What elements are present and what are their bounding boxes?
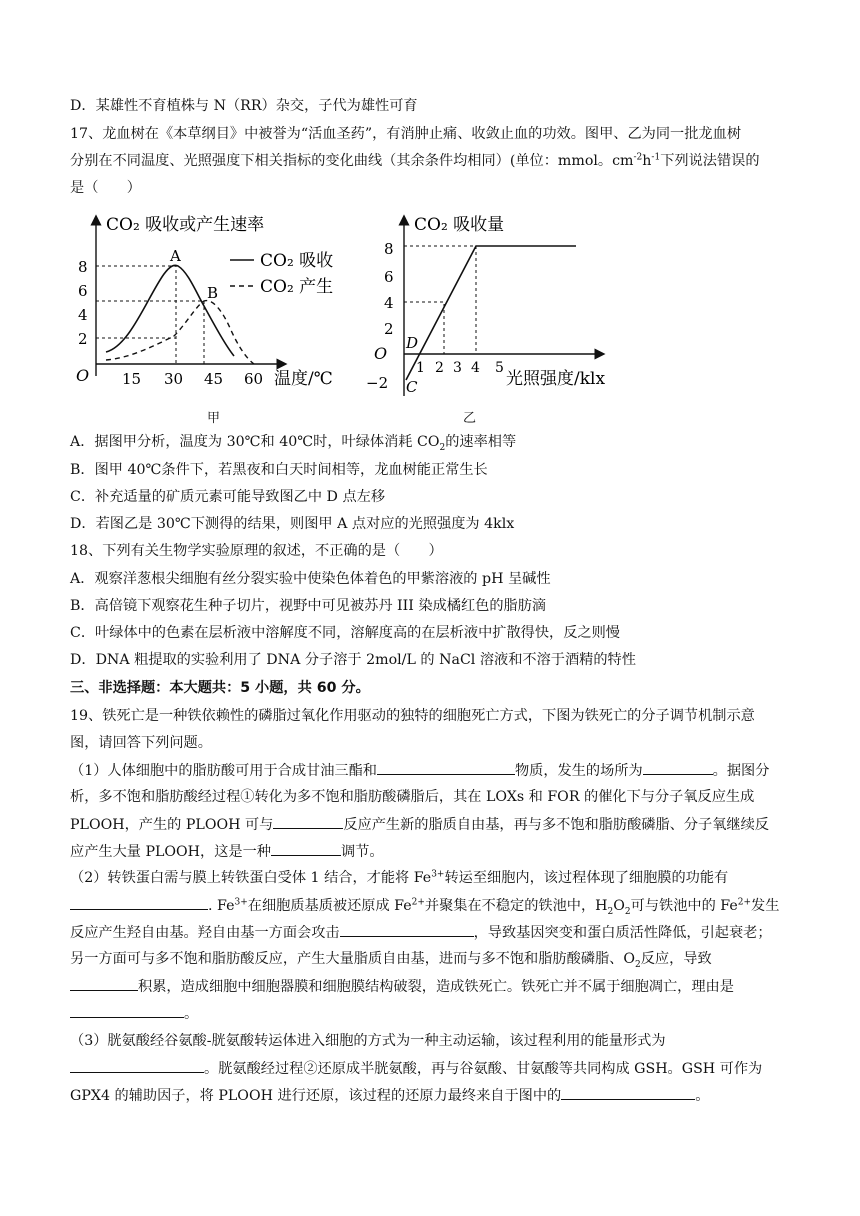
x-tick-label: 60 [244, 370, 264, 388]
q19-part2-line-3 [70, 922, 792, 943]
q16-option-d: D．某雄性不育植株与 N（RR）杂交，子代为雄性可育 [70, 98, 418, 114]
q19-part2-line-4 [70, 949, 792, 969]
q19-part3-line-2 [70, 1058, 792, 1079]
figure-b-light-graph [364, 206, 634, 396]
superscript: 3+ [431, 869, 445, 880]
y-tick-label: 8 [384, 240, 394, 258]
q18-option-b: B．高倍镜下观察花生种子切片，视野中可见被苏丹 III 染成橘红色的脂肪滴 [70, 598, 547, 614]
q17-stem-text: h [642, 153, 652, 169]
x-tick-label: 3 [453, 360, 462, 376]
question-text: 调节。 [341, 844, 384, 860]
question-text: 在细胞质基质被还原成 Fe [247, 898, 412, 914]
question-text: （2）转铁蛋白需与膜上转铁蛋白受体 1 结合，才能将 Fe [70, 870, 432, 886]
q18-stem: 18、下列有关生物学实验原理的叙述，不正确的是（ ） [70, 543, 443, 559]
subscript: 2 [624, 906, 631, 917]
guide-line-b [96, 301, 204, 364]
q17-option-c: C．补充适量的矿质元素可能导致图乙中 D 点左移 [70, 489, 386, 505]
co2-production-curve [106, 301, 254, 364]
q17-stem-text: 分别在不同温度、光照强度下相关指标的变化曲线（其余条件均相同）(单位：mmol。cm [70, 153, 634, 169]
legend-absorb-label: CO₂ 吸收 [260, 251, 334, 271]
x-tick-label: 45 [204, 370, 224, 388]
answer-blank[interactable] [561, 1085, 695, 1100]
figure-b-caption: 乙 [463, 411, 477, 426]
superscript: 2+ [411, 897, 425, 908]
question-text: ，导致基因突变和蛋白质活性降低，引起衰老； [473, 925, 772, 941]
answer-blank[interactable] [271, 841, 341, 856]
q18-option-a: A．观察洋葱根尖细胞有丝分裂实验中使染色体着色的甲紫溶液的 pH 呈碱性 [70, 571, 551, 587]
option-text: A．据图甲分析，温度为 30℃和 40℃时，叶绿体消耗 CO [70, 434, 440, 450]
q19-part2-line-5 [70, 976, 792, 997]
co2-absorption-curve [106, 265, 234, 356]
question-text: . Fe [208, 898, 235, 914]
unit-exponent: -2 [633, 152, 643, 163]
question-text: 积累，造成细胞中细胞器膜和细胞膜结构破裂，造成铁死亡。铁死亡并不属于细胞凋亡，理由是 [138, 979, 734, 995]
y-tick-label: 6 [384, 268, 394, 286]
question-text: O [613, 898, 625, 914]
y-axis-title: CO₂ 吸收量 [414, 215, 505, 235]
question-text: 另一方面可与多不饱和脂肪酸反应，产生大量脂质自由基，进而与多不饱和脂肪酸磷脂、O [70, 951, 635, 967]
question-text: 可与铁池中的 Fe [630, 898, 738, 914]
question-text: 转运至细胞内，该过程体现了细胞膜的功能有 [444, 870, 729, 886]
point-a-label: A [170, 247, 181, 265]
figure-a-caption: 甲 [207, 411, 221, 426]
q19-part3-line-1: （3）胱氨酸经谷氨酸-胱氨酸转运体进入细胞的方式为一种主动运输，该过程利用的能量形式为 [70, 1033, 666, 1049]
question-text: 物质，发生的场所为 [514, 763, 643, 779]
answer-blank[interactable] [643, 760, 713, 775]
superscript: 3+ [234, 897, 248, 908]
question-text: GPX4 的辅助因子，将 PLOOH 进行还原，该过程的还原力最终来自于图中的 [70, 1088, 562, 1104]
answer-blank[interactable] [273, 814, 343, 829]
q19-part1-line-2: 析，多不饱和脂肪酸经过程①转化为多不饱和脂肪酸磷脂后，其在 LOXs 和 FOR 的催化下与分子氧反应生成 [70, 789, 755, 805]
x-tick-label: 4 [471, 360, 480, 376]
question-text: 并聚集在不稳定的铁池中，H [424, 898, 608, 914]
question-text: 。 [695, 1088, 710, 1104]
answer-blank[interactable] [70, 895, 208, 910]
q19-part3-line-3 [70, 1085, 792, 1106]
co2-uptake-curve [406, 246, 576, 380]
q19-stem-line-2: 图，请回答下列问题。 [70, 735, 212, 751]
x-tick-label: 5 [495, 360, 504, 376]
x-tick-label: 15 [122, 370, 142, 388]
y-tick-label: 8 [78, 258, 88, 276]
question-text: 反应产生羟自由基。羟自由基一方面会攻击 [70, 925, 340, 941]
point-d-label: D [406, 334, 419, 352]
subscript: 2 [607, 906, 614, 917]
x-axis-title: 温度/℃ [274, 369, 333, 389]
question-text: 。胱氨酸经过程②还原成半胱氨酸，再与谷氨酸、甘氨酸等共同构成 GSH。GSH 可作为 [204, 1061, 763, 1077]
point-b-label: B [207, 284, 219, 302]
question-text: 反应产生新的脂质自由基，再与多不饱和脂肪酸磷脂、分子氧继续反 [343, 817, 769, 833]
answer-blank[interactable] [70, 1003, 184, 1018]
y-axis-title: CO₂ 吸收或产生速率 [106, 215, 265, 235]
y-tick-label: 4 [384, 294, 394, 312]
question-text: 。 [184, 1006, 199, 1022]
x-tick-label: 30 [164, 370, 184, 388]
y-tick-label: 2 [384, 320, 394, 338]
question-text: 发生 [751, 898, 780, 914]
q17-stem-line-1: 17、龙血树在《本草纲目》中被誉为“活血圣药”，有消肿止痛、收敛止血的功效。图甲、乙为同一批龙血树 [70, 126, 742, 142]
origin-label: O [76, 366, 90, 385]
subscript: 2 [439, 442, 446, 453]
y-tick-label: 6 [78, 282, 88, 300]
answer-blank[interactable] [70, 976, 138, 991]
answer-blank[interactable] [70, 1058, 204, 1073]
option-text: 的速率相等 [445, 434, 517, 450]
question-text: 反应，导致 [640, 951, 712, 967]
q18-option-d: D．DNA 粗提取的实验利用了 DNA 分子溶于 2mol/L 的 NaCl 溶液和不溶于酒精的特性 [70, 652, 636, 668]
question-text: 。据图分 [712, 763, 770, 779]
q19-part2-line-2 [70, 895, 792, 916]
answer-blank[interactable] [377, 760, 515, 775]
question-text: 应产生大量 PLOOH，这是一种 [70, 844, 271, 860]
q17-option-a [70, 432, 792, 452]
q17-stem-line-2 [70, 151, 792, 171]
q19-part2-line-6 [70, 1003, 792, 1024]
q17-option-d: D．若图乙是 30℃下测得的结果，则图甲 A 点对应的光照强度为 4klx [70, 516, 515, 532]
q19-part2-line-1 [70, 868, 792, 888]
y-tick-label: 4 [78, 306, 88, 324]
q19-part1-line-1 [70, 760, 792, 781]
y-tick-label: 2 [78, 330, 88, 348]
question-text: PLOOH，产生的 PLOOH 可与 [70, 817, 274, 833]
q17-stem-text: 下列说法错误的 [660, 153, 760, 169]
q17-option-b: B．图甲 40℃条件下，若黑夜和白天时间相等，龙血树能正常生长 [70, 462, 488, 478]
section-3-heading: 三、非选择题：本大题共：5 小题，共 60 分。 [70, 680, 370, 696]
guide-line-a [96, 266, 176, 364]
legend-produce-label: CO₂ 产生 [260, 277, 334, 297]
x-axis-title: 光照强度/klx [506, 369, 606, 389]
y-tick-label: −2 [366, 374, 389, 392]
q17-stem-line-3: 是（ ） [70, 180, 141, 196]
q19-part1-line-4 [70, 841, 792, 862]
x-tick-label: 2 [435, 360, 444, 376]
question-text: （1）人体细胞中的脂肪酸可用于合成甘油三酯和 [70, 763, 377, 779]
unit-exponent: -1 [651, 152, 661, 163]
q19-part1-line-3 [70, 814, 792, 835]
q18-option-c: C．叶绿体中的色素在层析液中溶解度不同，溶解度高的在层析液中扩散得快，反之则慢 [70, 625, 620, 641]
point-c-label: C [406, 378, 418, 396]
x-tick-label: 1 [416, 360, 425, 376]
answer-blank[interactable] [340, 922, 474, 937]
figure-a-temperature-graph [70, 206, 360, 396]
subscript: 2 [634, 959, 641, 970]
q19-stem-line-1: 19、铁死亡是一种铁依赖性的磷脂过氧化作用驱动的独特的细胞死亡方式，下图为铁死亡的分子调节机制示意 [70, 708, 755, 724]
superscript: 2+ [737, 897, 752, 908]
origin-label: O [374, 344, 388, 363]
